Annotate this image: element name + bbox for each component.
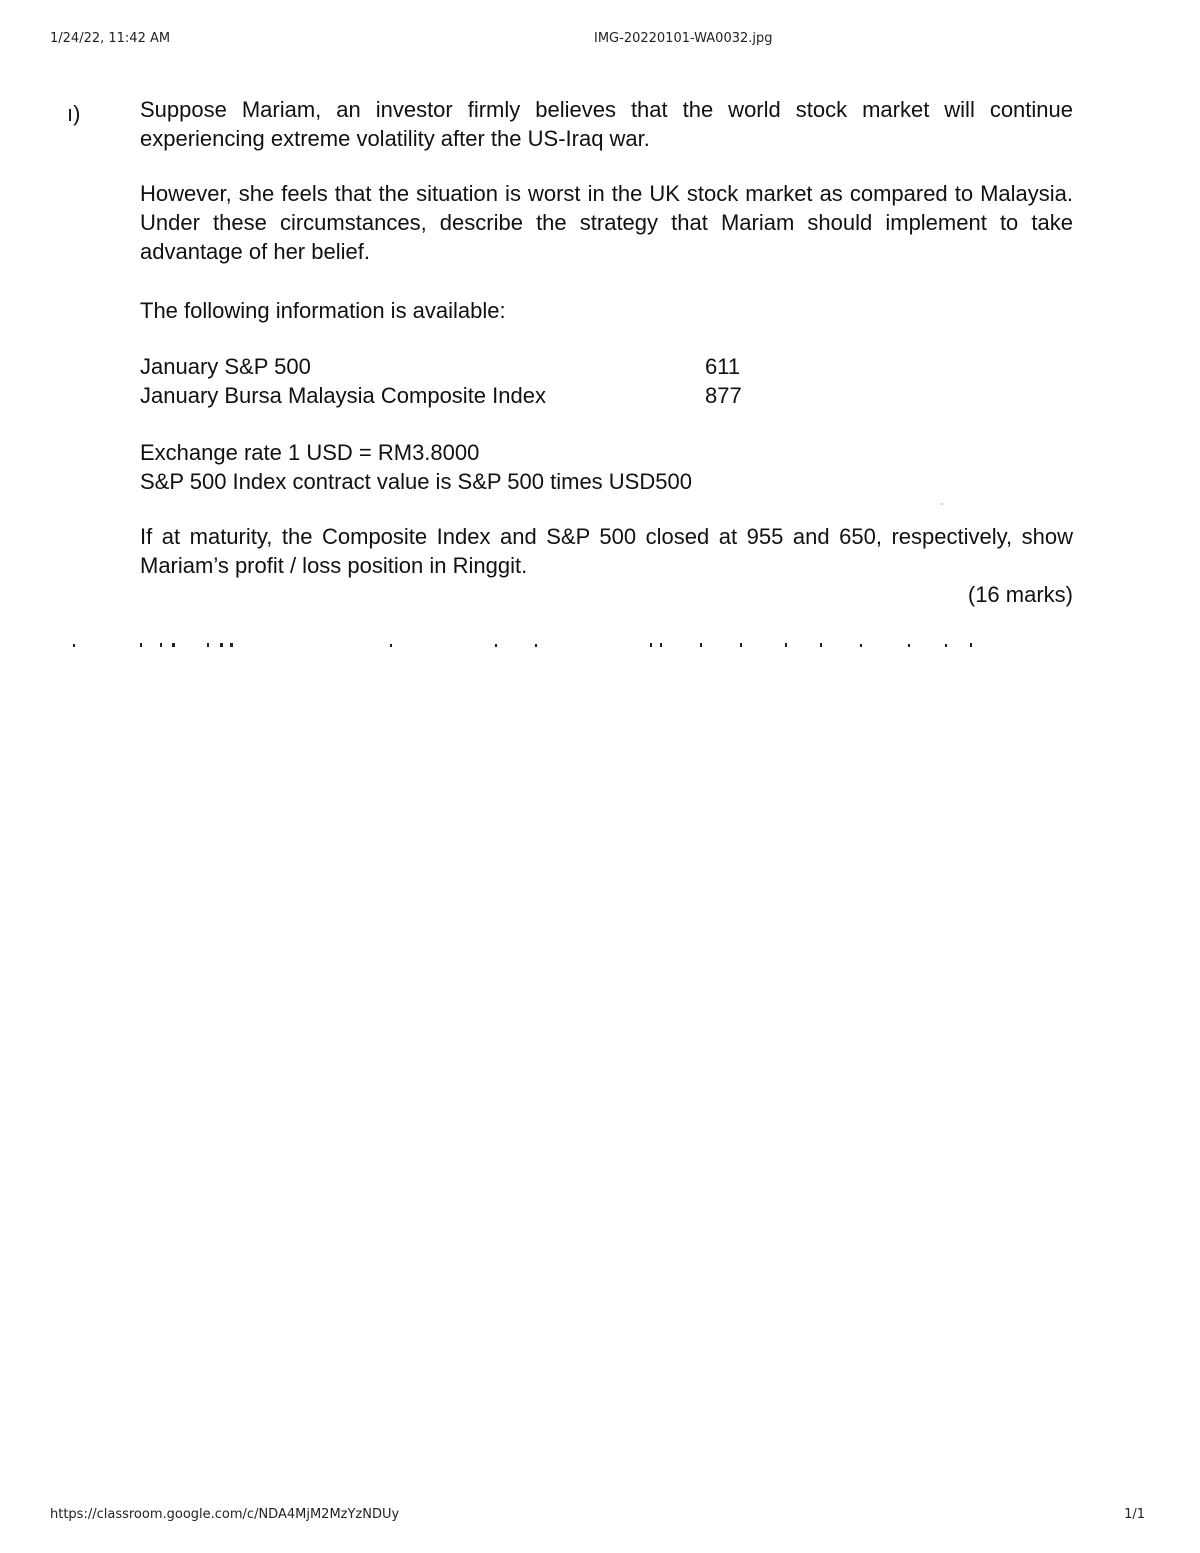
question-paragraph-2: However, she feels that the situation is worst in the UK stock market as compared to Malaysia. Under these circumstances, describe the strategy that Mariam should implement to take advantage of her belief. — [140, 181, 1073, 264]
print-datetime: 1/24/22, 11:42 AM — [50, 31, 171, 46]
print-footer — [0, 1507, 1200, 1527]
exchange-rate-line: Exchange rate 1 USD = RM3.8000 — [140, 440, 480, 465]
question-marker: ı) — [67, 101, 81, 126]
scan-speck — [940, 503, 943, 505]
info-label: January S&P 500 — [140, 354, 311, 379]
cropped-text-line — [60, 636, 980, 648]
print-url: https://classroom.google.com/c/NDA4MjM2MzYzNDUy — [50, 1507, 400, 1522]
question-paragraph-1: Suppose Mariam, an investor firmly believes that the world stock market will continue experiencing extreme volatility after the US-Iraq war. — [140, 97, 1073, 151]
marks-label: (16 marks) — [967, 582, 1073, 607]
info-label: January Bursa Malaysia Composite Index — [140, 383, 546, 408]
info-value: 877 — [705, 383, 742, 408]
print-filename: IMG-20220101-WA0032.jpg — [594, 31, 773, 46]
contract-value-line: S&P 500 Index contract value is S&P 500 times USD500 — [140, 469, 692, 494]
info-value: 611 — [705, 354, 741, 379]
question-paragraph-4: If at maturity, the Composite Index and S&P 500 closed at 955 and 650, respectively, show Mariam’s profit / loss position in Ringgit. — [140, 524, 1073, 578]
print-page-number: 1/1 — [1124, 1507, 1145, 1522]
question-paragraph-3: The following information is available: — [140, 298, 506, 323]
